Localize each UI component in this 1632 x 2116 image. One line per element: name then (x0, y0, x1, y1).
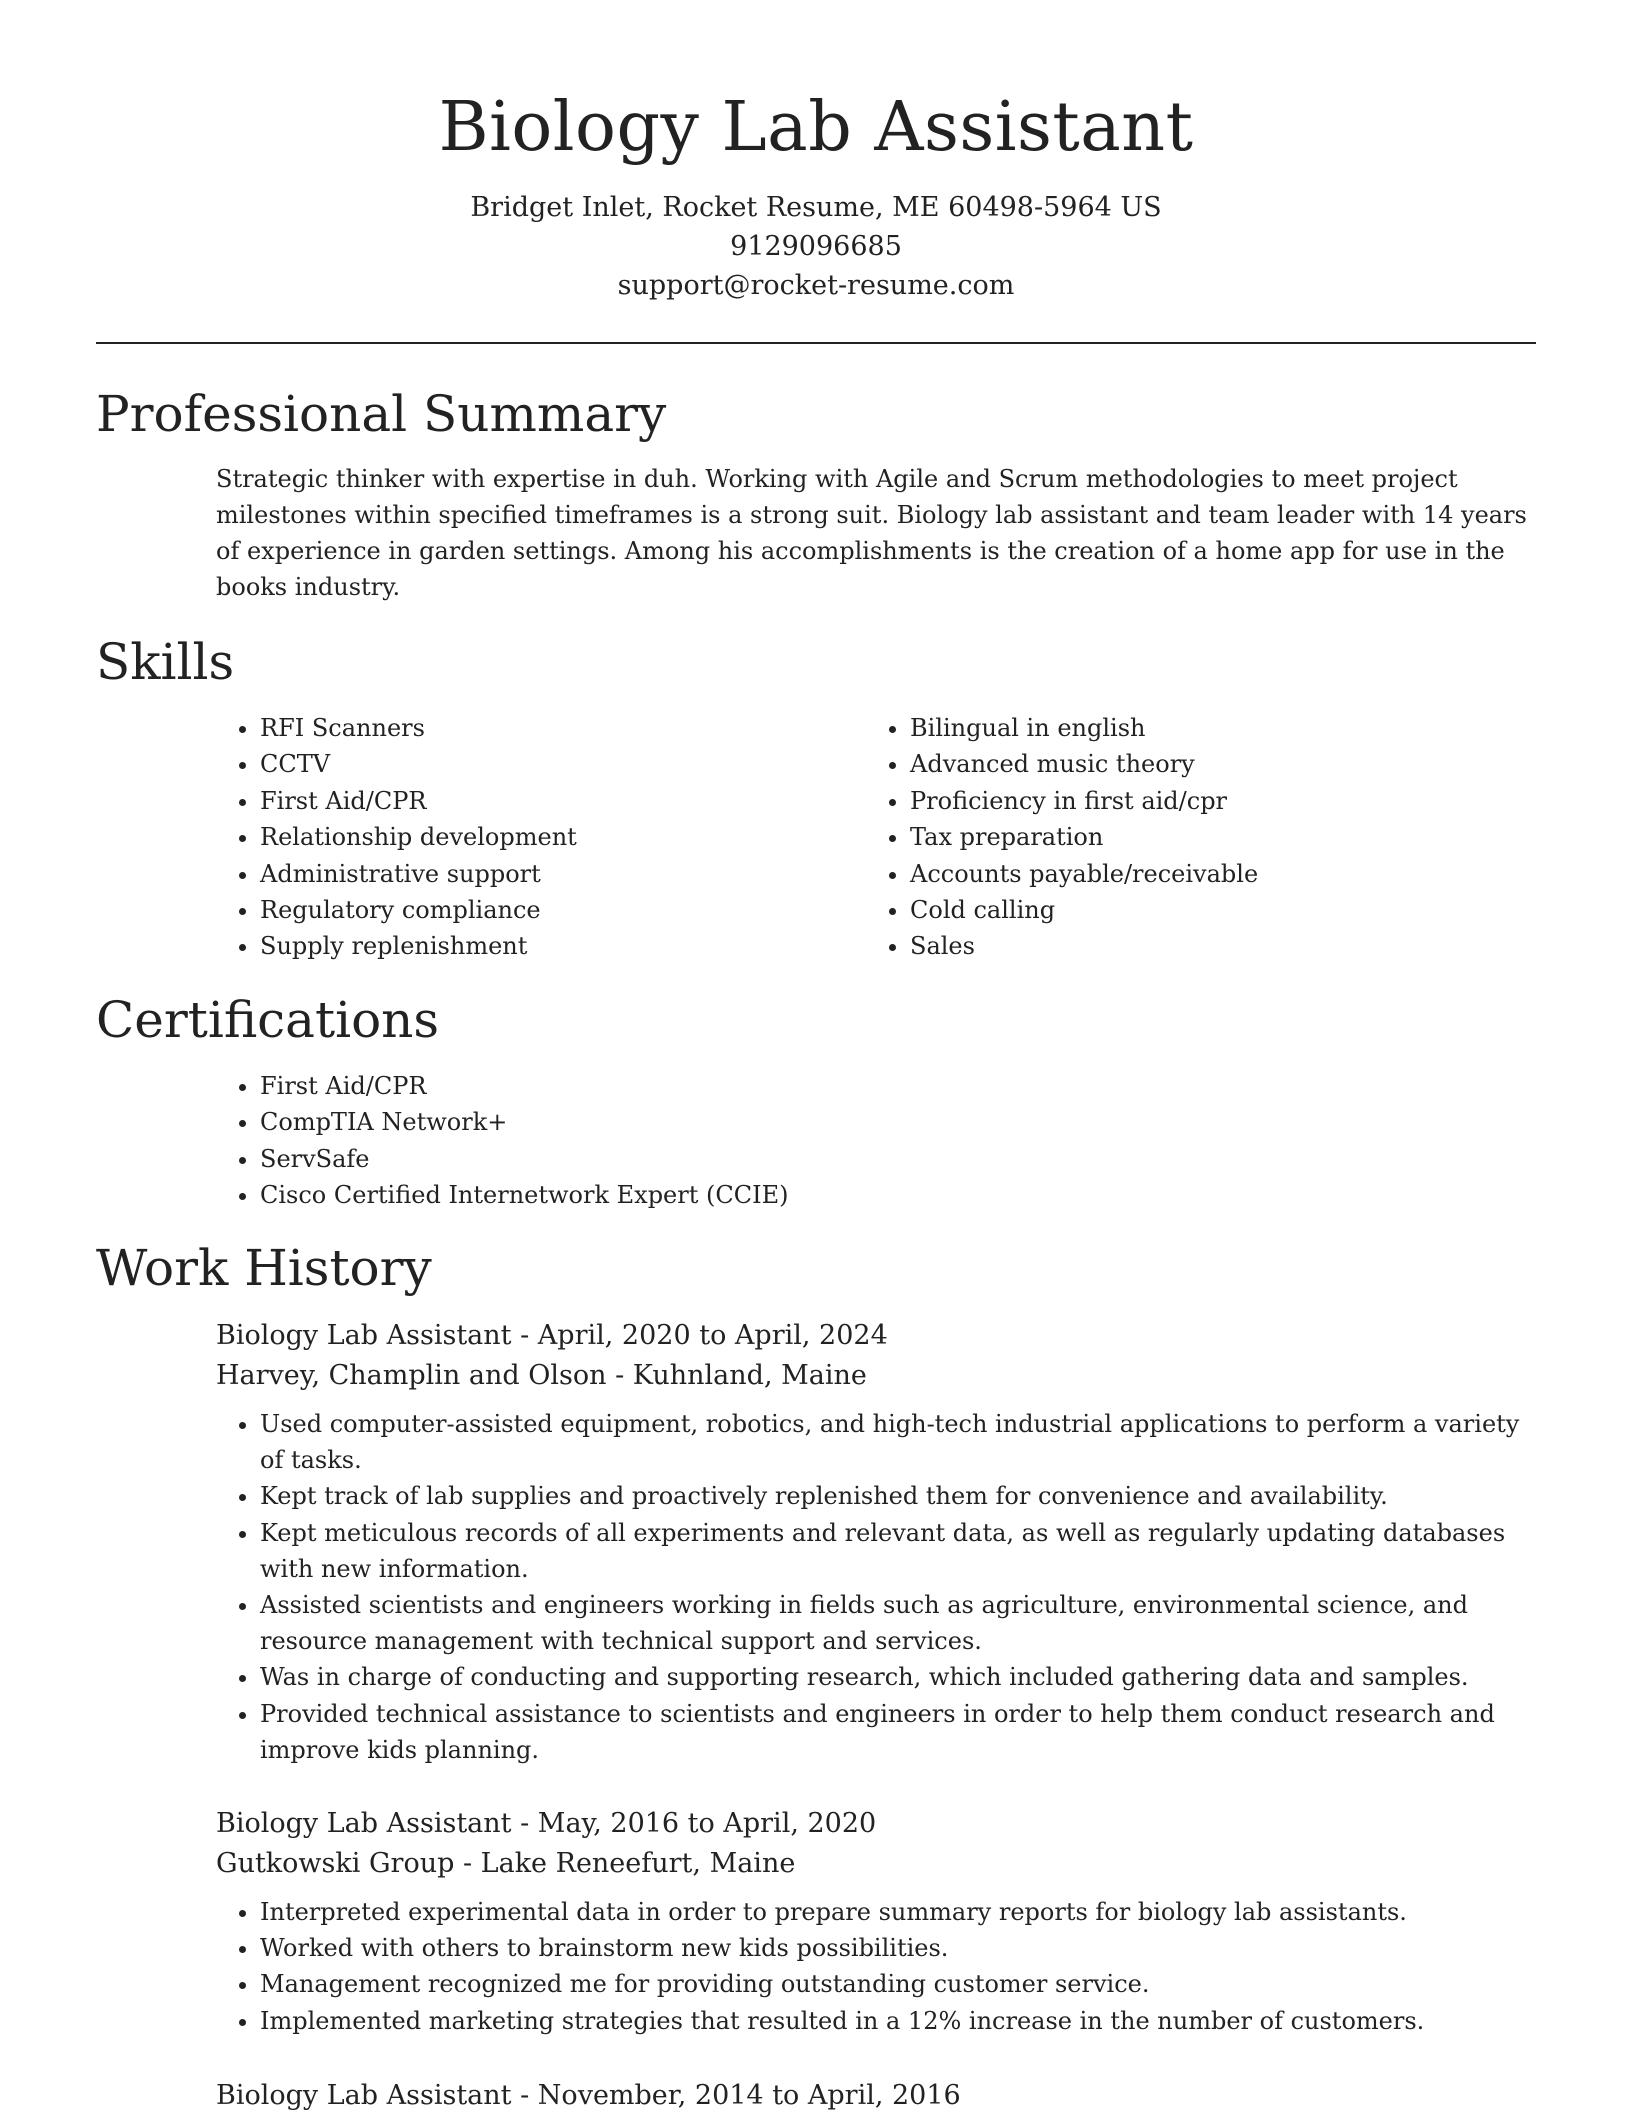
job-duty: • Kept track of lab supplies and proactively replenished them for convenience and availability. (260, 1478, 1536, 1514)
job-company-location: Gutkowski Group - Lake Reneefurt, Maine (216, 1848, 796, 1879)
job-entry (216, 2076, 1536, 2116)
skill-item: • Tax preparation (910, 819, 1570, 855)
contact-phone: 9129096685 (730, 231, 902, 262)
header-divider (96, 342, 1536, 344)
skill-item: • Regulatory compliance (260, 892, 860, 928)
work-history-heading: Work History (96, 1239, 432, 1297)
skill-item: • Accounts payable/receivable (910, 856, 1570, 892)
job-title-dates: Biology Lab Assistant - May, 2016 to April, 2020 (216, 1808, 877, 1839)
contact-address: Bridget Inlet, Rocket Resume, ME 60498-5964 US (470, 192, 1162, 223)
job-duty: • Interpreted experimental data in order to prepare summary reports for biology lab assistants. (260, 1894, 1536, 1930)
certification-item: • Cisco Certified Internetwork Expert (CCIE) (260, 1177, 1580, 1213)
contact-email: support@rocket-resume.com (617, 270, 1015, 301)
skill-item: • Supply replenishment (260, 928, 860, 964)
job-entry (216, 1316, 1536, 1768)
job-duty: • Implemented marketing strategies that resulted in a 12% increase in the number of customers. (260, 2003, 1536, 2039)
certification-item: • ServSafe (260, 1141, 1580, 1177)
job-duty: • Used computer-assisted equipment, robotics, and high-tech industrial applications to perform a variety of tasks. (260, 1406, 1536, 1478)
job-duty: • Management recognized me for providing outstanding customer service. (260, 1966, 1536, 2002)
certification-item: • CompTIA Network+ (260, 1104, 1580, 1140)
skill-item: • Bilingual in english (910, 710, 1570, 746)
job-title-dates: Biology Lab Assistant - November, 2014 to April, 2016 (216, 2080, 961, 2111)
job-entry (216, 1804, 1536, 2039)
job-duties-list (216, 1894, 1536, 2039)
summary-text: Strategic thinker with expertise in duh. Working with Agile and Scrum methodologies to meet project milestones within specified timeframes is a strong suit. Biology lab assistant and team leader with 14 years of experience in garden settings. Among his accomplishments is the creation of a home app for use in the books industry. (216, 465, 1527, 601)
skill-item: • Advanced music theory (910, 746, 1570, 782)
job-duty: • Worked with others to brainstorm new kids possibilities. (260, 1930, 1536, 1966)
candidate-name: Biology Lab Assistant (438, 88, 1194, 167)
summary-heading: Professional Summary (96, 385, 667, 443)
certifications-heading: Certifications (96, 991, 440, 1049)
skill-item: • Administrative support (260, 856, 860, 892)
skills-list-left (216, 710, 860, 965)
job-duty: • Assisted scientists and engineers working in fields such as agriculture, environmental science, and resource management with technical support and services. (260, 1587, 1536, 1659)
job-duty: • Kept meticulous records of all experiments and relevant data, as well as regularly updating databases with new information. (260, 1515, 1536, 1587)
skill-item: • CCTV (260, 746, 860, 782)
contact-info (0, 188, 1632, 305)
certification-item: • First Aid/CPR (260, 1068, 1580, 1104)
skill-item: • First Aid/CPR (260, 783, 860, 819)
job-duty: • Was in charge of conducting and supporting research, which included gathering data and samples. (260, 1659, 1536, 1695)
job-company-location: Harvey, Champlin and Olson - Kuhnland, Maine (216, 1360, 867, 1391)
skill-item: • Cold calling (910, 892, 1570, 928)
skill-item: • Relationship development (260, 819, 860, 855)
job-duties-list (216, 1406, 1536, 1768)
skill-item: • Proficiency in first aid/cpr (910, 783, 1570, 819)
skill-item: • Sales (910, 928, 1570, 964)
job-title-dates: Biology Lab Assistant - April, 2020 to April, 2024 (216, 1320, 888, 1351)
skills-list-right (866, 710, 1570, 965)
resume-header (0, 82, 1632, 305)
skill-item: • RFI Scanners (260, 710, 860, 746)
certifications-list (216, 1068, 1580, 1214)
job-duty: • Provided technical assistance to scientists and engineers in order to help them conduct research and improve kids planning. (260, 1696, 1536, 1768)
skills-heading: Skills (96, 633, 235, 691)
